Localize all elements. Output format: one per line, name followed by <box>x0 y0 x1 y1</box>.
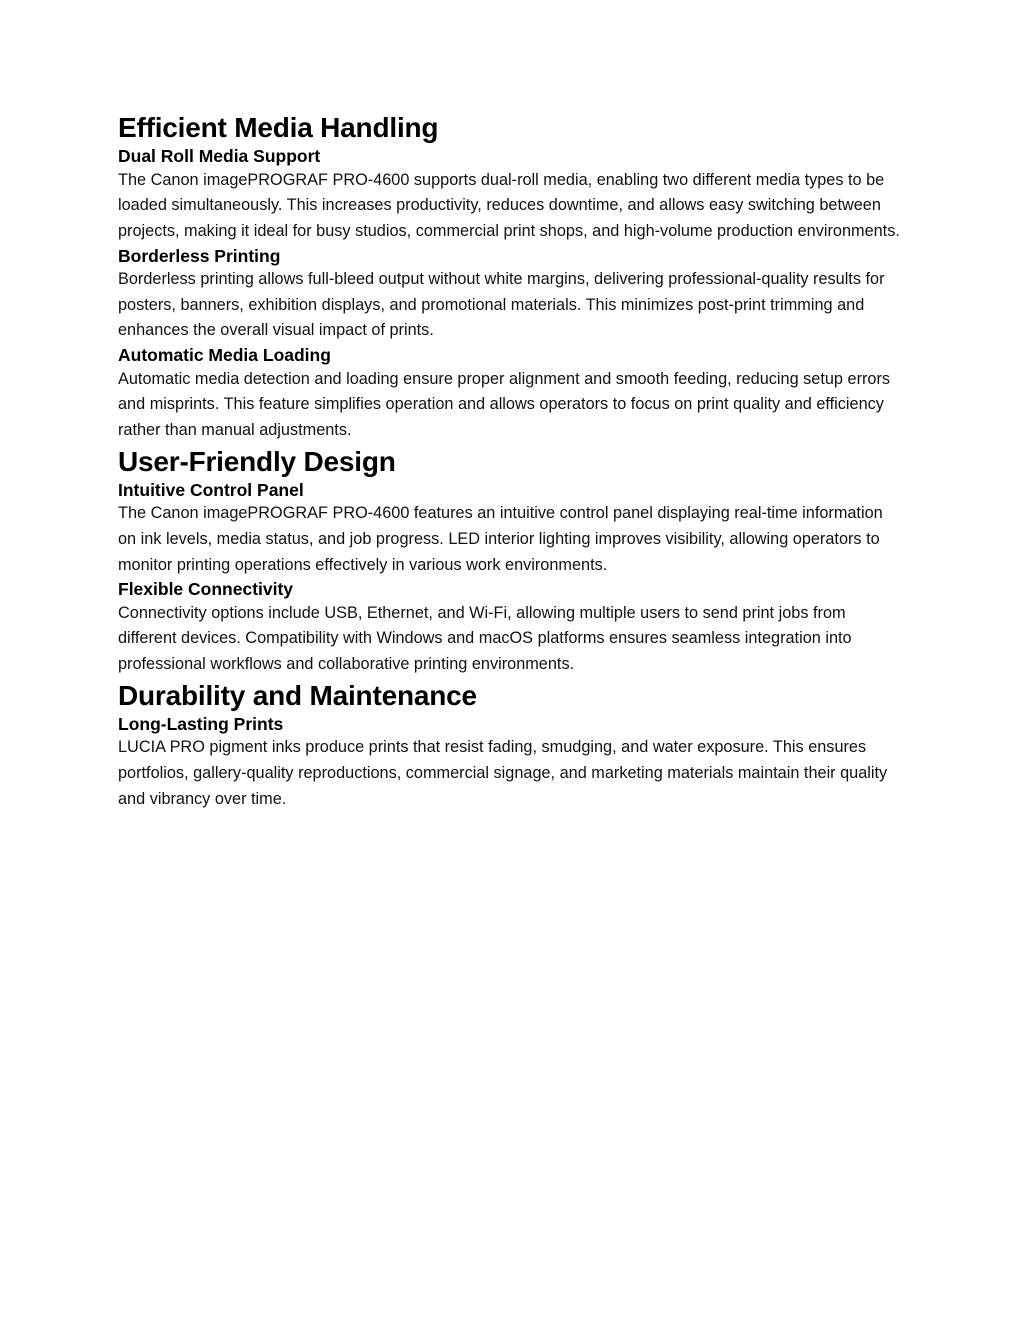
paragraph: Connectivity options include USB, Ethernet, and Wi-Fi, allowing multiple users to send print jobs from different devices. Compatibility with Windows and macOS platforms ensures seamless integration into professional workflows and collaborative printing environments. <box>118 603 852 674</box>
paragraph: The Canon imagePROGRAF PRO-4600 supports dual-roll media, enabling two different media types to be loaded simultaneously. This increases productivity, reduces downtime, and allows easy switching between projects, making it ideal for busy studios, commercial print shops, and high-volume production environments. <box>118 170 900 240</box>
subsection-heading: Long-Lasting Prints <box>118 713 284 734</box>
paragraph: The Canon imagePROGRAF PRO-4600 features an intuitive control panel displaying real-time information on ink levels, media status, and job progress. LED interior lighting improves visibility, allowing operators to monitor printing operations effectively in various work environments. <box>118 504 883 574</box>
subsection-heading: Automatic Media Loading <box>118 345 331 366</box>
subsection-heading: Flexible Connectivity <box>118 579 294 600</box>
document-body <box>118 110 904 812</box>
section-heading: User-Friendly Design <box>118 445 396 477</box>
section-heading: Durability and Maintenance <box>118 679 477 711</box>
subsection-heading: Intuitive Control Panel <box>118 479 304 500</box>
subsection-heading: Borderless Printing <box>118 245 281 266</box>
section-heading: Efficient Media Handling <box>118 112 439 143</box>
paragraph: Borderless printing allows full-bleed output without white margins, delivering professional-quality results for posters, banners, exhibition displays, and promotional materials. This minimizes post-print trimming and enhances the overall visual impact of prints. <box>118 270 885 340</box>
paragraph: Automatic media detection and loading ensure proper alignment and smooth feeding, reducing setup errors and misprints. This feature simplifies operation and allows operators to focus on print quality and efficiency rather than manual adjustments. <box>118 369 891 439</box>
subsection-heading: Dual Roll Media Support <box>118 146 321 166</box>
paragraph: LUCIA PRO pigment inks produce prints that resist fading, smudging, and water exposure. This ensures portfolios, gallery-quality reproductions, commercial signage, and marketing materials maintain their quality and vibrancy over time. <box>118 738 888 808</box>
